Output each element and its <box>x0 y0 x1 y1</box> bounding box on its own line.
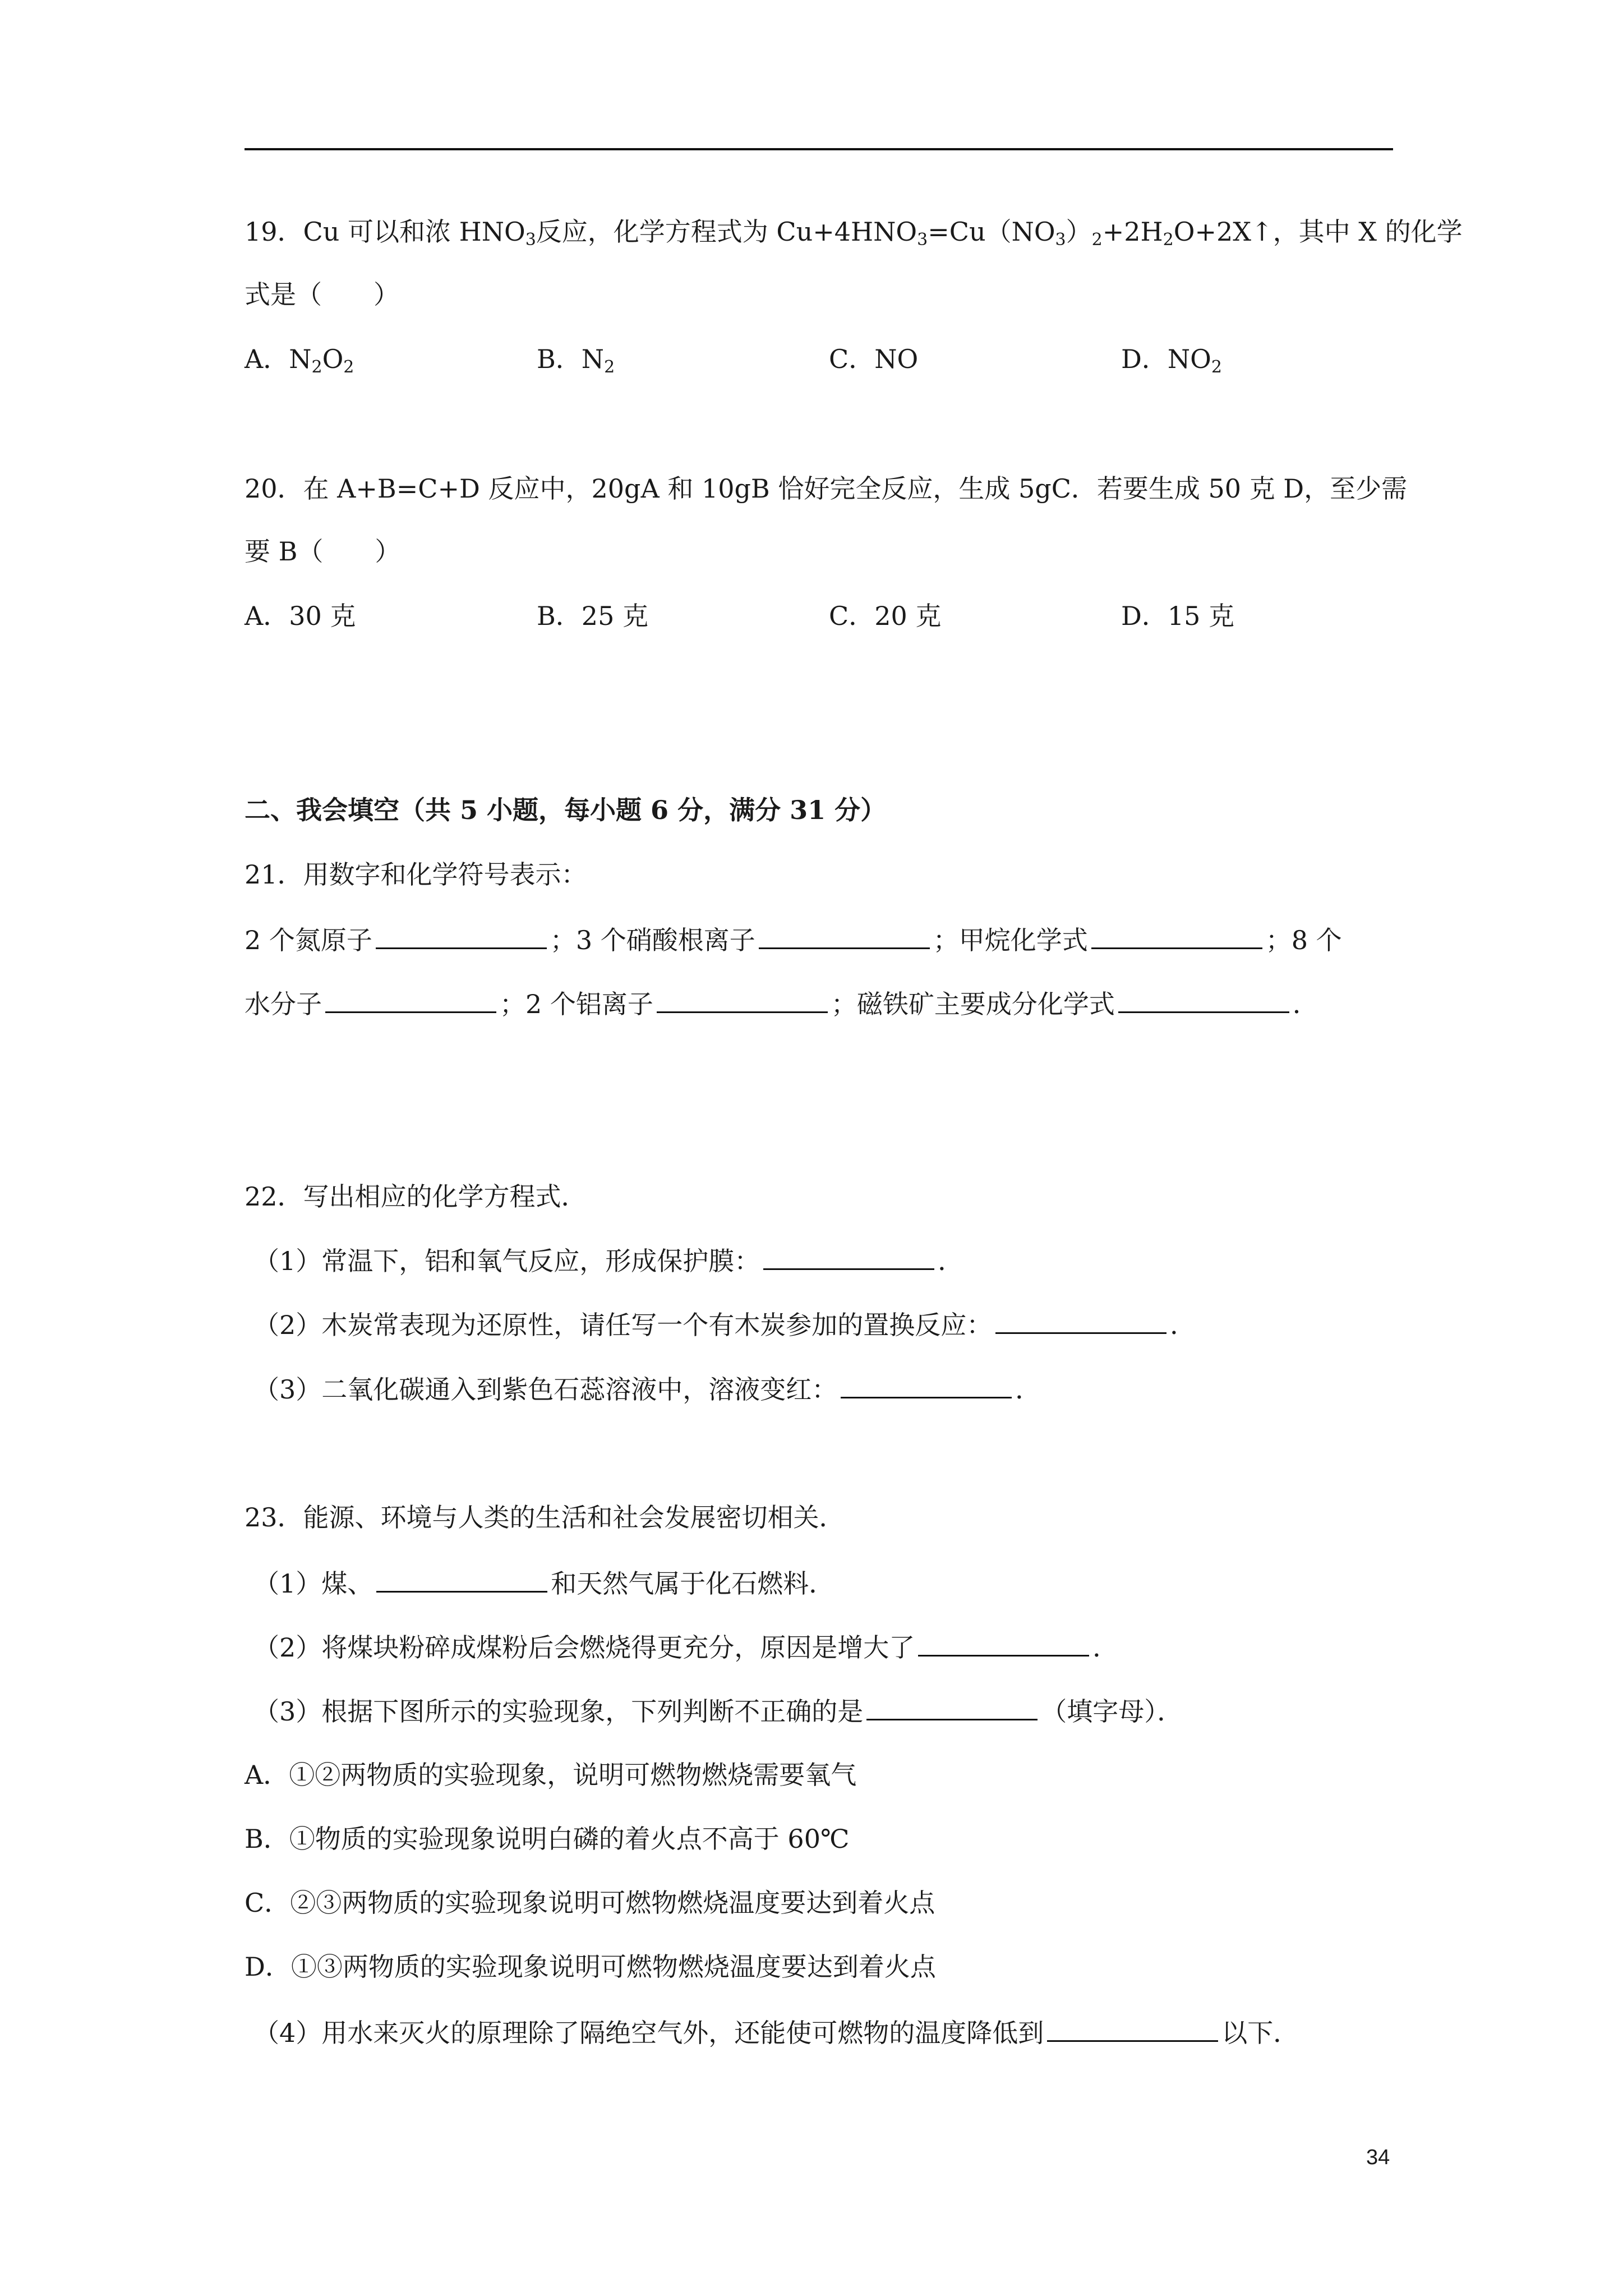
q23-stem: 23．能源、环境与人类的生活和社会发展密切相关． <box>245 1502 845 1533</box>
page-number: 34 <box>1366 2146 1390 2169</box>
q23-part4: （4）用水来灭火的原理除了隔绝空气外，还能使可燃物的温度降低到 以下． <box>253 2016 1299 2049</box>
q19-option-c: C．NO <box>829 344 919 374</box>
q23-option-c: C．②③两物质的实验现象说明可燃物燃烧温度要达到着火点 <box>245 1888 935 1918</box>
answer-blank[interactable] <box>995 1308 1166 1334</box>
answer-blank[interactable] <box>657 987 828 1013</box>
q23-part1: （1）煤、 和天然气属于化石燃料． <box>253 1566 834 1599</box>
answer-blank[interactable] <box>1091 923 1262 949</box>
q20-option-b: B．25 克 <box>537 601 648 631</box>
q20-line2: 要 B（ ） <box>245 536 401 567</box>
q21-line1: 2 个氮原子 ；3 个硝酸根离子 ；甲烷化学式 ；8 个 <box>245 923 1342 956</box>
q23-part2: （2）将煤块粉碎成煤粉后会燃烧得更充分，原因是增大了 ． <box>253 1630 1118 1663</box>
q20-option-a: A．30 克 <box>245 601 356 631</box>
answer-blank[interactable] <box>1118 987 1289 1013</box>
answer-blank[interactable] <box>841 1372 1012 1398</box>
q23-option-a: A．①②两物质的实验现象，说明可燃物燃烧需要氧气 <box>245 1760 857 1790</box>
header-rule <box>245 148 1393 150</box>
q19-option-d: D．$NO_2$ <box>1121 344 1222 377</box>
q20-line1: 20．在 A+B=C+D 反应中，20gA 和 10gB 恰好完全反应，生成 5gC．若要生成 50 克 D，至少需 <box>245 473 1408 504</box>
q20-option-d: D．15 克 <box>1121 601 1235 631</box>
answer-blank[interactable] <box>376 923 547 949</box>
q19-line2: 式是（ ） <box>245 279 399 310</box>
q21-stem: 21．用数字和化学符号表示： <box>245 859 587 890</box>
q19-option-b: B．$N_2$ <box>537 344 615 377</box>
q19-line1: 19．Cu 可以和浓 $HNO_3$反应，化学方程式为 $Cu+4HNO_3=Cu(NO_3)_2+2H_2O+2X↑$，其中 X 的化学 <box>245 217 1463 250</box>
q22-part3: （3）二氧化碳通入到紫色石蕊溶液中，溶液变红： ． <box>253 1372 1041 1405</box>
q20-option-c: C．20 克 <box>829 601 942 631</box>
q22-part1: （1）常温下，铝和氧气反应，形成保护膜： ． <box>253 1244 963 1277</box>
q23-option-b: B．①物质的实验现象说明白磷的着火点不高于 60℃ <box>245 1824 850 1854</box>
q23-part3: （3）根据下图所示的实验现象，下列判断不正确的是 （填字母）． <box>253 1694 1183 1727</box>
section-heading: 二、我会填空（共 5 小题，每小题 6 分，满分 31 分） <box>245 795 887 825</box>
answer-blank[interactable] <box>866 1694 1038 1720</box>
answer-blank[interactable] <box>325 987 496 1013</box>
q19-option-a: A．$N_2O_2$ <box>245 344 354 377</box>
answer-blank[interactable] <box>376 1566 547 1593</box>
answer-blank[interactable] <box>763 1244 934 1270</box>
answer-blank[interactable] <box>918 1630 1089 1657</box>
q23-option-d: D．①③两物质的实验现象说明可燃物燃烧温度要达到着火点 <box>245 1952 936 1982</box>
q21-line2: 水分子 ；2 个铝离子 ；磁铁矿主要成分化学式 ． <box>245 987 1318 1020</box>
answer-blank[interactable] <box>1047 2016 1218 2042</box>
q22-part2: （2）木炭常表现为还原性，请任写一个有木炭参加的置换反应： ． <box>253 1308 1196 1341</box>
q22-stem: 22．写出相应的化学方程式． <box>245 1181 587 1212</box>
answer-blank[interactable] <box>759 923 930 949</box>
